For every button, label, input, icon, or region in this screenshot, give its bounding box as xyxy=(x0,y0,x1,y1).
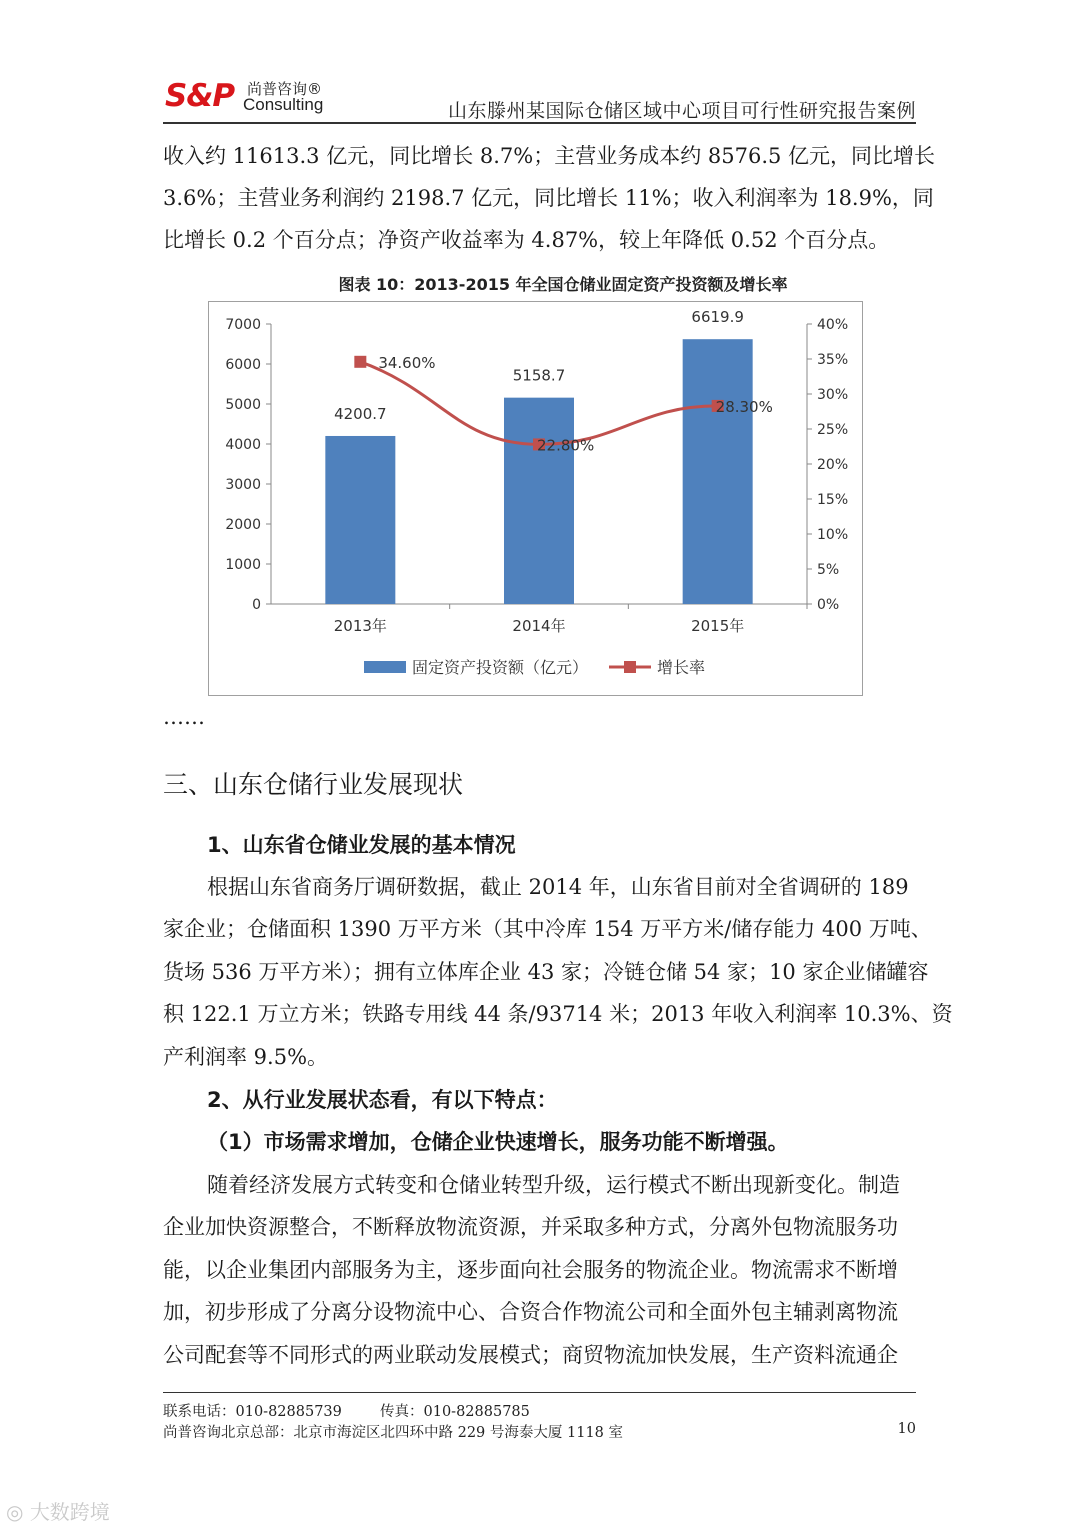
left-axis-tick-label: 4000 xyxy=(225,437,261,453)
para1-line-4: 积 122.1 万立方米；铁路专用线 44 条/93714 米；2013 年收入利润率 10.3%、资 xyxy=(163,1002,953,1026)
growth-rate-label: 34.60% xyxy=(378,353,436,372)
header-title: 山东滕州某国际仓储区域中心项目可行性研究报告案例 xyxy=(447,100,916,122)
para2-line-1: 随着经济发展方式转变和仓储业转型升级，运行模式不断出现新变化。制造 xyxy=(207,1173,900,1197)
left-axis-tick-label: 7000 xyxy=(225,317,261,333)
para2-line-5: 公司配套等不同形式的两业联动发展模式；商贸物流加快发展，生产资料流通企 xyxy=(163,1343,898,1367)
bar xyxy=(683,339,753,604)
company-logo xyxy=(165,78,340,116)
left-axis-tick-label: 0 xyxy=(252,597,261,613)
right-axis-tick-label: 5% xyxy=(817,562,840,578)
right-axis-tick-label: 25% xyxy=(817,422,849,438)
header-divider xyxy=(163,122,916,124)
para1-line-3: 货场 536 万平方米）；拥有立体库企业 43 家；冷链仓储 54 家；10 家企业储罐容 xyxy=(163,960,929,984)
intro-line-2: 3.6%；主营业务利润约 2198.7 亿元，同比增长 11%；收入利润率为 18.9%，同 xyxy=(163,186,934,210)
logo-mark: S&P xyxy=(165,78,235,114)
right-axis-tick-label: 20% xyxy=(817,457,849,473)
watermark-icon: ◎ xyxy=(6,1500,30,1524)
footer-divider xyxy=(163,1392,916,1393)
left-axis-tick-label: 3000 xyxy=(225,477,261,493)
legend-bar-label: 固定资产投资额（亿元） xyxy=(412,658,589,677)
left-axis-tick-label: 1000 xyxy=(225,557,261,573)
watermark-text: 大数跨境 xyxy=(29,1500,110,1524)
para2-line-3: 能，以企业集团内部服务为主，逐步面向社会服务的物流企业。物流需求不断增 xyxy=(163,1258,898,1282)
growth-rate-label: 22.80% xyxy=(537,436,595,455)
sub-heading-2: 2、从行业发展状态看，有以下特点： xyxy=(207,1088,558,1112)
bar-value-label: 6619.9 xyxy=(691,308,744,327)
chart-frame xyxy=(208,301,863,696)
intro-line-3: 比增长 0.2 个百分点；净资产收益率为 4.87%，较上年降低 0.52 个百分点。 xyxy=(163,228,890,252)
left-axis-tick-label: 2000 xyxy=(225,517,261,533)
para1-line-2: 家企业；仓储面积 1390 万平方米（其中冷库 154 万平方米/储存能力 400 万吨、 xyxy=(163,917,932,941)
chart-title: 图表 10：2013-2015 年全国仓储业固定资产投资额及增长率 xyxy=(338,275,788,294)
section-heading: 三、山东仓储行业发展现状 xyxy=(163,770,464,799)
growth-rate-label: 28.30% xyxy=(715,397,773,416)
legend-line-marker xyxy=(624,661,636,673)
legend-line-label: 增长率 xyxy=(657,658,706,677)
right-axis-tick-label: 40% xyxy=(817,317,849,333)
footer-phone: 联系电话：010-82885739 xyxy=(163,1404,342,1420)
legend-bar-swatch xyxy=(364,661,406,673)
right-axis-tick-label: 0% xyxy=(817,597,840,613)
para2-line-2: 企业加快资源整合，不断释放物流资源，并采取多种方式，分离外包物流服务功 xyxy=(163,1215,898,1239)
footer-fax: 传真：010-82885785 xyxy=(380,1404,530,1420)
bar xyxy=(504,398,574,604)
logo-chinese-name: 尚普咨询® xyxy=(247,80,323,98)
investment-chart xyxy=(209,302,864,697)
watermark xyxy=(6,1496,110,1525)
left-axis-tick-label: 5000 xyxy=(225,397,261,413)
para2-line-4: 加，初步形成了分离分设物流中心、合资合作物流公司和全面外包主辅剥离物流 xyxy=(163,1300,898,1324)
bar-value-label: 5158.7 xyxy=(512,366,566,385)
para1-line-5: 产利润率 9.5%。 xyxy=(163,1045,329,1069)
growth-rate-marker xyxy=(354,356,366,368)
x-axis-tick-label: 2013年 xyxy=(333,617,387,635)
ellipsis: …… xyxy=(163,705,205,729)
sub-heading-3: （1）市场需求增加，仓储企业快速增长，服务功能不断增强。 xyxy=(207,1130,789,1154)
right-axis-tick-label: 35% xyxy=(817,352,849,368)
logo-english-name: Consulting xyxy=(243,95,324,114)
footer-address: 尚普咨询北京总部：北京市海淀区北四环中路 229 号海泰大厦 1118 室 xyxy=(163,1425,624,1441)
bar xyxy=(325,436,395,604)
right-axis-tick-label: 15% xyxy=(817,492,849,508)
right-axis-tick-label: 30% xyxy=(817,387,849,403)
para1-line-1: 根据山东省商务厅调研数据，截止 2014 年，山东省目前对全省调研的 189 xyxy=(207,875,909,899)
bar-value-label: 4200.7 xyxy=(334,404,387,423)
sub-heading-1: 1、山东省仓储业发展的基本情况 xyxy=(207,833,516,857)
x-axis-tick-label: 2014年 xyxy=(512,617,566,635)
right-axis-tick-label: 10% xyxy=(817,527,849,543)
left-axis-tick-label: 6000 xyxy=(225,357,261,373)
x-axis-tick-label: 2015年 xyxy=(691,617,745,635)
intro-line-1: 收入约 11613.3 亿元，同比增长 8.7%；主营业务成本约 8576.5 亿元，同比增长 xyxy=(163,144,936,168)
page-number: 10 xyxy=(897,1421,916,1437)
